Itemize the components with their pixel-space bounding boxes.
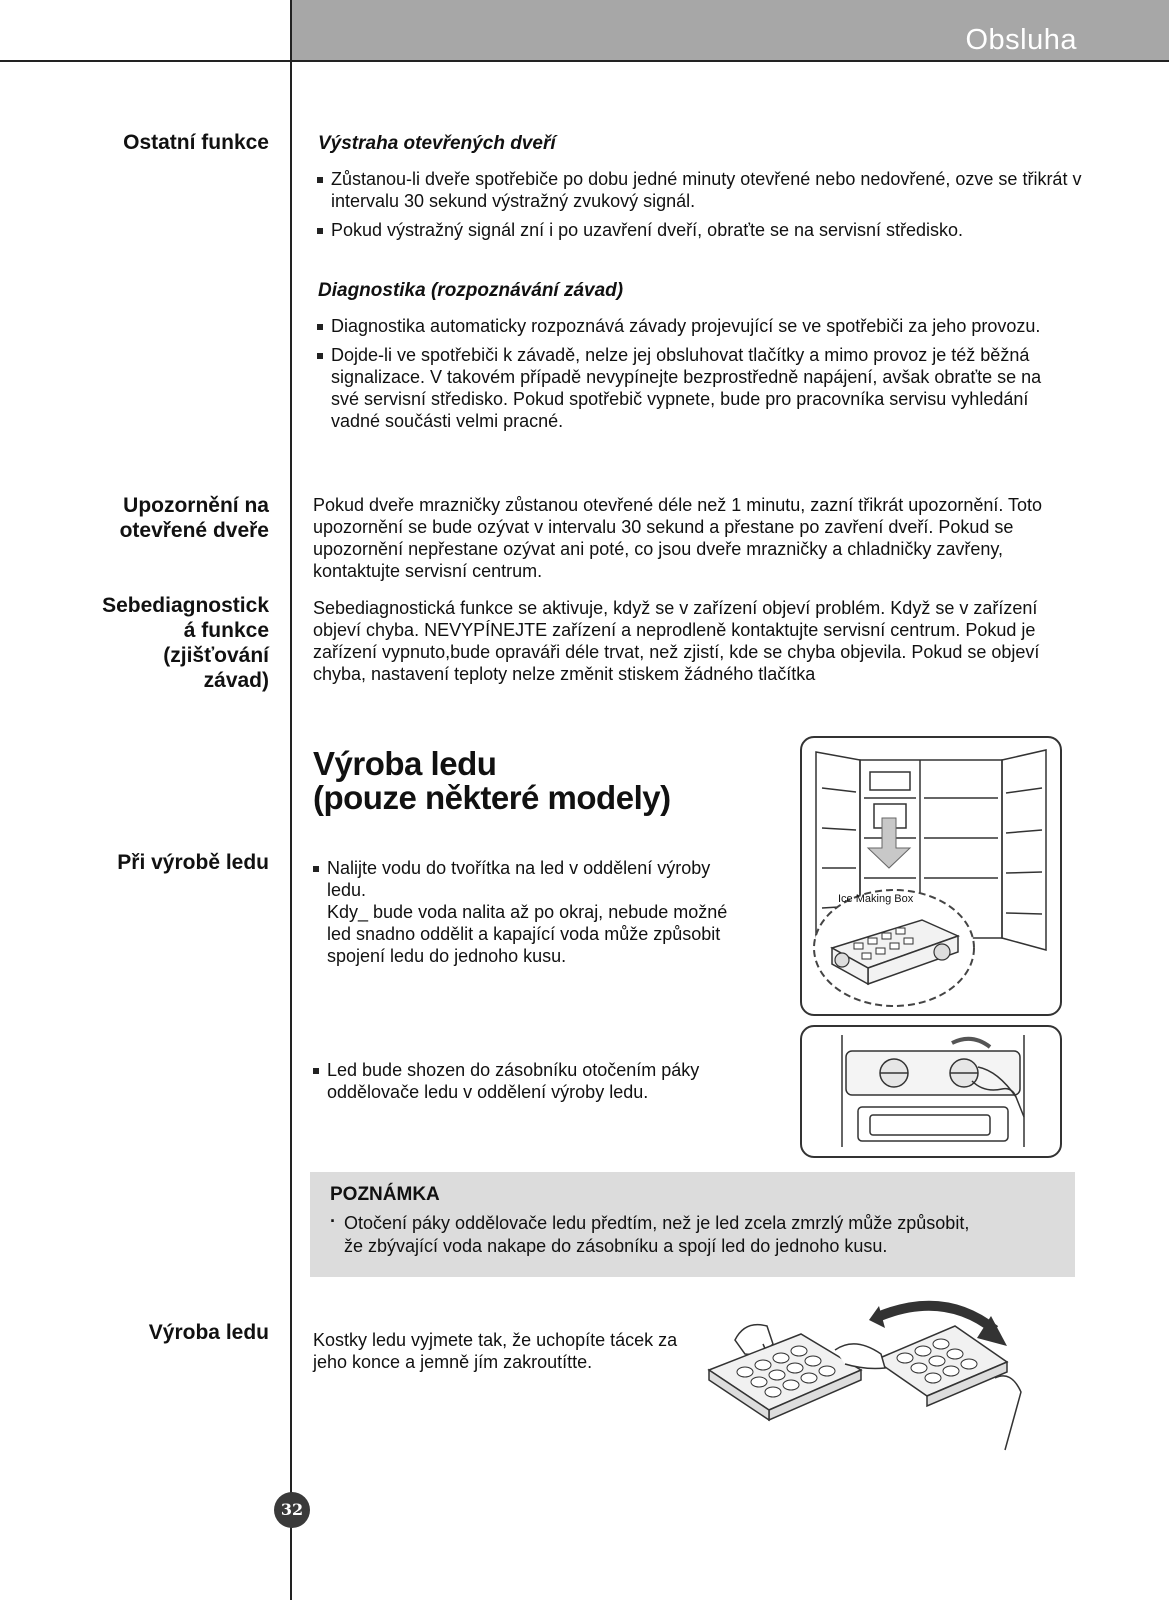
ice-step-1 [313, 857, 783, 967]
note-box [310, 1172, 1075, 1277]
page-number: 32 [274, 1492, 310, 1528]
heading-other-functions: Ostatní funkce [123, 131, 269, 154]
heading-ice-making: Při výrobě ledu [117, 851, 269, 874]
list-item: Diagnostika automaticky rozpoznává závady projevující se ve spotřebiči za jeho provozu. [317, 315, 1042, 337]
ice-step-2 [313, 1059, 783, 1103]
heading-ice-removal: Výroba ledu [148, 1321, 269, 1344]
list-item: Zůstanou-li dveře spotřebiče po dobu jedné minuty otevřené nebo nedovřené, ozve se třikrát v intervalu 30 sekund výstražný zvukový signál. [317, 168, 1087, 212]
ice-making-heading: Výroba ledu (pouze některé modely) [313, 745, 671, 816]
heading-self-diagnostics: Sebediagnostick á funkce (zjišťování závad) [102, 594, 269, 692]
note-text: · Otočení páky oddělovače ledu předtím, než je led zcela zmrzlý může způsobit, že zbývající voda nakape do zásobníku a spojí led do jednoho kusu. [330, 1212, 1055, 1258]
list-item: Nalijte vodu do tvořítka na led v oddělení výroby ledu. Kdy_ bude voda nalita až po okraj, nebude možné led snadno oddělit a kapající voda může způsobit spojení ledu do jednoho kusu. [313, 857, 783, 967]
ice-removal-text: Kostky ledu vyjmete tak, že uchopíte tácek za jeho konce a jemně jím zakroutítte. [313, 1330, 678, 1372]
ice-tray-drawing [705, 1300, 1035, 1465]
list-item: Led bude shozen do zásobníku otočením páky oddělovače ledu v oddělení výroby ledu. [313, 1059, 783, 1103]
ice-tray-illustration [705, 1300, 1035, 1465]
header-divider [0, 60, 1169, 62]
note-title: POZNÁMKA [330, 1184, 440, 1205]
list-item: Pokud výstražný signál zní i po uzavření dveří, obraťte se na servisní středisko. [317, 219, 1087, 241]
self-diagnostics-text: Sebediagnostická funkce se aktivuje, když se v zařízení objeví problém. Když se v zařízení objeví chyba. NEVYPÍNEJTE zařízení a neprodleně kontaktujte servisní centrum. Pokud je zařízení vypnuto,bude opraváři déle trvat, než zjistí, kde se chyba objevila. Pokud se objeví chyba, nastavení teploty nelze změnit stiskem žádného tlačítka [313, 598, 1040, 684]
door-alarm-list [317, 168, 1087, 248]
heading-door-warning: Upozornění na otevřené dveře [119, 494, 269, 542]
ice-making-box-label: Ice Making Box [838, 893, 914, 905]
refrigerator-drawing [802, 738, 1062, 1016]
list-item: Dojde-li ve spotřebiči k závadě, nelze jej obsluhovat tlačítky a mimo provoz je též běžná signalizace. V takovém případě nevypínejte bezprostředně napájení, avšak obraťte se na své servisní středisko. Pokud spotřebič vypnete, bude pro pracovníka servisu vyhledání vadné součásti velmi pracné. [317, 344, 1042, 432]
diagnostics-list [317, 315, 1042, 439]
door-warning-text: Pokud dveře mrazničky zůstanou otevřené déle než 1 minutu, zazní třikrát upozornění. Toto upozornění se bude ozývat v intervalu 30 sekund a přestane po zavření dveří. Pokud se upozornění nepřestane ozývat ani poté, co jsou dveře mrazničky a chladničky zavřeny, kontaktujte servisní centrum. [313, 495, 1043, 581]
diagnostics-title: Diagnostika (rozpoznávání závad) [318, 280, 624, 301]
column-divider [290, 0, 292, 1600]
refrigerator-illustration [800, 736, 1062, 1016]
section-title: Obsluha [965, 24, 1077, 56]
lever-illustration [800, 1025, 1062, 1158]
door-alarm-title: Výstraha otevřených dveří [318, 133, 556, 154]
lever-drawing [802, 1027, 1062, 1158]
